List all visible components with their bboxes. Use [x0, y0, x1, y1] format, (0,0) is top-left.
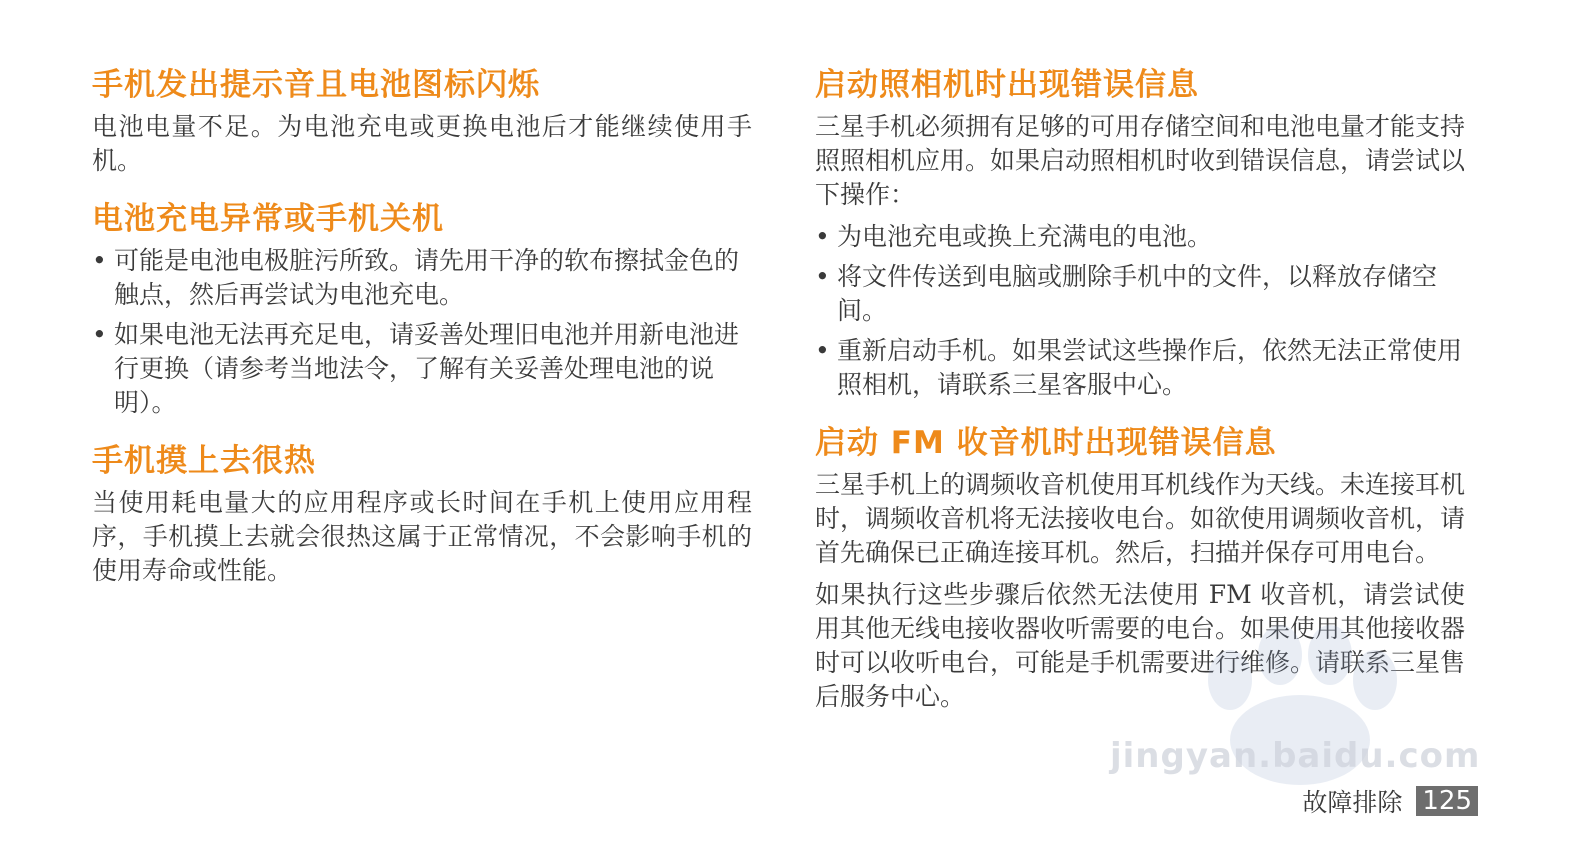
- section-fm-error: [815, 424, 1465, 714]
- list-item: [815, 334, 1465, 402]
- left-column: [92, 66, 752, 610]
- right-column: [815, 66, 1465, 736]
- section-phone-hot: [92, 442, 752, 588]
- list-item: [815, 220, 1465, 254]
- bullet-text: 可能是电池电极脏污所致。请先用干净的软布擦拭金色的触点，然后再尝试为电池充电。: [114, 246, 740, 309]
- paragraph-phone-hot: 当使用耗电量大的应用程序或长时间在手机上使用应用程序，手机摸上去就会很热这属于正常情况，不会影响手机的使用寿命或性能。: [92, 488, 752, 585]
- section-battery-beep: [92, 66, 752, 178]
- watermark-text: jingyan.baidu.com: [1110, 736, 1481, 776]
- bullet-dot-icon: •: [92, 320, 107, 349]
- bullet-text: 重新启动手机。如果尝试这些操作后，依然无法正常使用照相机，请联系三星客服中心。: [837, 336, 1463, 399]
- paragraph-battery-beep: 电池电量不足。为电池充电或更换电池后才能继续使用手机。: [92, 112, 752, 175]
- bullet-text: 如果电池无法再充足电，请妥善处理旧电池并用新电池进行更换（请参考当地法令，了解有关妥善处理电池的说明）。: [114, 320, 740, 417]
- heading-charging-abnormal: 电池充电异常或手机关机: [92, 201, 444, 237]
- footer-section-name: 故障排除: [1302, 788, 1403, 817]
- heading-fm-error: 启动 FM 收音机时出现错误信息: [815, 425, 1277, 461]
- section-camera-error: [815, 66, 1465, 402]
- bullet-list-charging: [92, 244, 752, 420]
- heading-phone-hot: 手机摸上去很热: [92, 443, 316, 479]
- bullet-dot-icon: •: [815, 222, 830, 251]
- bullet-text: 为电池充电或换上充满电的电池。: [837, 222, 1213, 251]
- bullet-dot-icon: •: [815, 262, 830, 291]
- paragraph-fm-antenna: 三星手机上的调频收音机使用耳机线作为天线。未连接耳机时，调频收音机将无法接收电台。如欲使用调频收音机，请首先确保已正确连接耳机。然后，扫描并保存可用电台。: [815, 470, 1466, 567]
- heading-battery-beep: 手机发出提示音且电池图标闪烁: [92, 67, 540, 103]
- section-charging-abnormal: [92, 200, 752, 420]
- bullet-dot-icon: •: [815, 336, 830, 365]
- page-footer: [1302, 783, 1478, 819]
- bullet-list-camera: [815, 220, 1465, 402]
- bullet-dot-icon: •: [92, 246, 107, 275]
- paragraph-fm-service: 如果执行这些步骤后依然无法使用 FM 收音机，请尝试使用其他无线电接收器收听需要的电台。如果使用其他接收器时可以收听电台，可能是手机需要进行维修。请联系三星售后服务中心。: [815, 580, 1466, 711]
- heading-camera-error: 启动照相机时出现错误信息: [815, 67, 1199, 103]
- page-number-badge: 125: [1416, 786, 1478, 816]
- list-item: [815, 260, 1465, 328]
- list-item: [92, 244, 752, 312]
- list-item: [92, 318, 752, 420]
- paragraph-camera-error: 三星手机必须拥有足够的可用存储空间和电池电量才能支持照照相机应用。如果启动照相机时收到错误信息，请尝试以下操作：: [815, 112, 1466, 209]
- bullet-text: 将文件传送到电脑或删除手机中的文件，以释放存储空间。: [837, 262, 1438, 325]
